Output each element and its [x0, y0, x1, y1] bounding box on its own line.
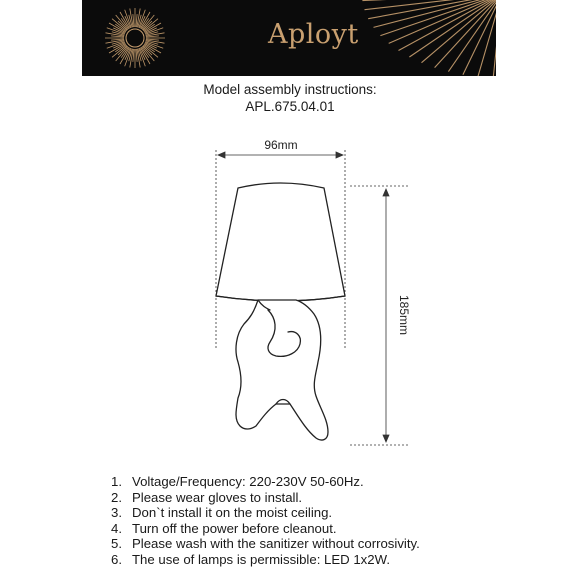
instruction-text: Turn off the power before cleanout. — [132, 520, 337, 536]
instruction-number: 2. — [111, 489, 122, 505]
instruction-item — [111, 474, 420, 490]
height-label: 185mm — [397, 294, 411, 336]
instruction-number: 3. — [111, 505, 122, 521]
lamp-shade — [216, 183, 345, 301]
page-title: Model assembly instructions: — [203, 82, 377, 97]
width-label: 96mm — [264, 138, 298, 152]
instruction-number: 1. — [111, 474, 122, 489]
brand-name: Aployt — [268, 19, 359, 50]
instruction-text: The use of lamps is permissible: LED 1x2W. — [132, 551, 390, 567]
instruction-number: 4. — [111, 520, 122, 536]
instruction-item — [111, 490, 420, 506]
lamp-outline — [216, 183, 345, 440]
instruction-text: Don`t install it on the moist ceiling. — [132, 505, 333, 521]
height-arrow-top-icon — [383, 189, 389, 196]
height-arrow-bottom-icon — [383, 435, 389, 442]
model-number: APL.675.04.01 — [245, 99, 335, 114]
instruction-item — [111, 505, 420, 521]
instruction-item — [111, 536, 420, 552]
width-arrow-left-icon — [218, 152, 225, 158]
instruction-number: 5. — [111, 536, 122, 552]
instruction-text: Please wear gloves to install. — [132, 489, 303, 505]
instruction-item — [111, 552, 420, 568]
instructions-list — [111, 474, 420, 568]
instruction-number: 6. — [111, 551, 122, 567]
instruction-item — [111, 521, 420, 537]
figure-body — [236, 300, 328, 440]
instruction-text: Please wash with the sanitizer without corrosivity. — [132, 536, 420, 552]
width-arrow-right-icon — [336, 152, 343, 158]
instruction-text: Voltage/Frequency: 220-230V 50-60Hz. — [132, 474, 364, 489]
